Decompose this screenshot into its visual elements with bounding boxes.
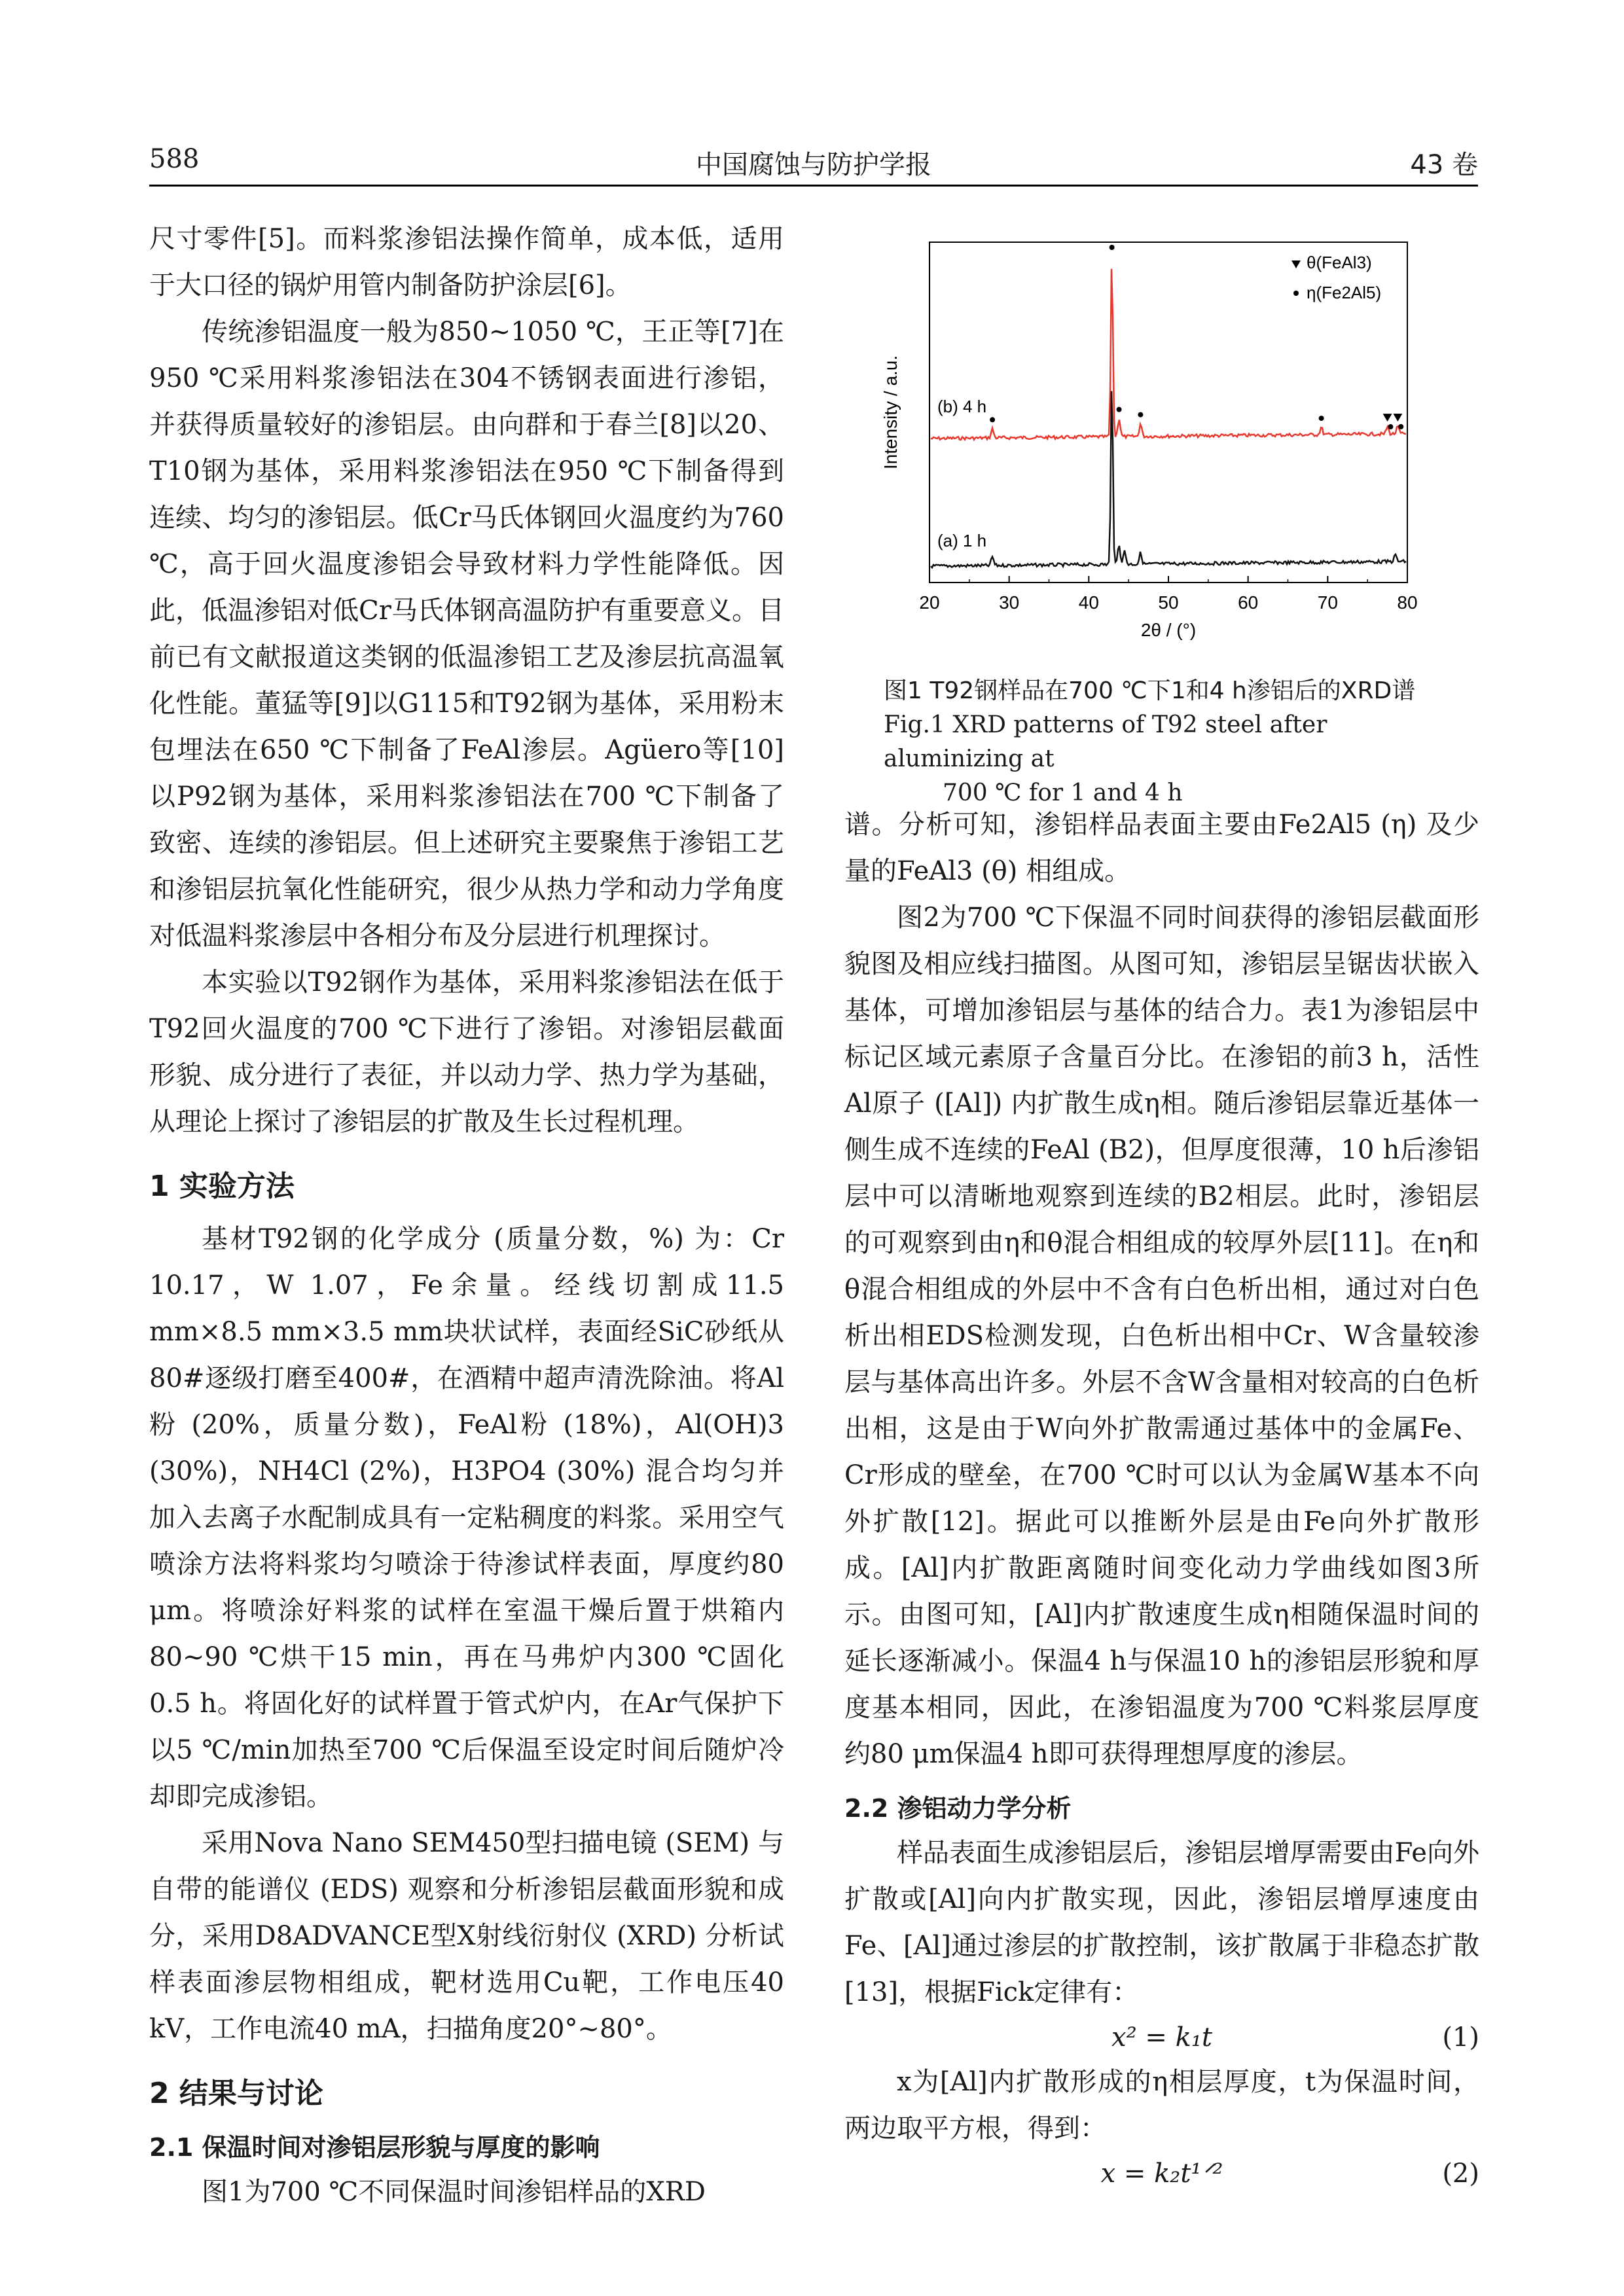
- eta-marker: [1110, 245, 1115, 250]
- xrd-chart: [844, 216, 1479, 674]
- x-tick-label: 70: [1317, 592, 1338, 613]
- series-label: (b) 4 h: [937, 397, 987, 416]
- x-tick-label: 40: [1078, 592, 1099, 613]
- eta-marker: [1138, 412, 1143, 418]
- section-heading: 1 实验方法: [149, 1170, 295, 1203]
- equation-1: [844, 2016, 1479, 2059]
- left-column: [149, 216, 784, 2215]
- x-tick-label: 30: [999, 592, 1020, 613]
- subsection-heading: 2.1 保温时间对渗铝层形貌与厚度的影响: [149, 2133, 600, 2162]
- figure-caption: [884, 674, 1473, 810]
- eta-marker: [1388, 424, 1393, 429]
- paragraph: 图2为700 ℃下保温不同时间获得的渗铝层截面形貌图及相应线扫描图。从图可知，渗铝层呈锯齿状嵌入基体，可增加渗铝层与基体的结合力。表1为渗铝层中标记区域元素原子含量百分比。在渗铝的前3 h，活性Al原子 ([Al]) 内扩散生成η相。随后渗铝层靠近基体一侧生成不连续的FeAl (B2)，但厚度很薄，10 h后渗铝层中可以清晰地观察到连续的B2相层。此时，渗铝层的可观察到由η和θ混合相组成的较厚外层[11]。在η和θ混合相组成的外层中不含有白色析出相，通过对白色析出相EDS检测发现，白色析出相中Cr、W含量较渗层与基体高出许多。外层不含W含量相对较高的白色析出相，这是由于W向外扩散需通过基体中的金属Fe、Cr形成的壁垒，在700 ℃时可以认为金属W基本不向外扩散[12]。据此可以推断外层是由Fe向外扩散形成。[Al]内扩散距离随时间变化动力学曲线如图3所示。由图可知，[Al]内扩散速度生成η相随保温时间的延长逐渐减小。保温4 h与保温10 h的渗铝层形貌和厚度基本相同，因此，在渗铝温度为700 ℃料浆层厚度约80 μm保温4 h即可获得理想厚度的渗层。: [844, 903, 1479, 1769]
- page-number: 588: [149, 144, 200, 174]
- eta-marker: [1319, 416, 1324, 421]
- running-header: [149, 137, 1478, 187]
- equation-formula: x² = k₁t: [1111, 2022, 1212, 2053]
- caption-zh: 图1 T92钢样品在700 ℃下1和4 h渗铝后的XRD谱: [884, 677, 1416, 704]
- eta-marker: [1117, 407, 1122, 412]
- theta-marker: [1383, 414, 1392, 422]
- journal-title: 中国腐蚀与防护学报: [696, 150, 931, 180]
- equation-number: (1): [1442, 2022, 1479, 2053]
- paragraph: 谱。分析可知，渗铝样品表面主要由Fe2Al5 (η) 及少量的FeAl3 (θ) 相组成。: [844, 810, 1479, 886]
- x-tick-label: 50: [1158, 592, 1179, 613]
- volume-label: 43 卷: [1410, 150, 1478, 180]
- paragraph: 图1为700 ℃不同保温时间渗铝样品的XRD: [202, 2177, 706, 2207]
- legend-entry: θ(FeAl3): [1307, 253, 1372, 272]
- paragraph: 采用Nova Nano SEM450型扫描电镜 (SEM) 与自带的能谱仪 (EDS) 观察和分析渗铝层截面形貌和成分，采用D8ADVANCE型X射线衍射仪 (XRD) 分析试样表面渗层物相组成，靶材选用Cu靶，工作电压40 kV，工作电流40 mA，扫描角度20°~80°。: [149, 1828, 784, 2044]
- paragraph: 本实验以T92钢作为基体，采用料浆渗铝法在低于T92回火温度的700 ℃下进行了渗铝。对渗铝层截面形貌、成分进行了表征，并以动力学、热力学为基础，从理论上探讨了渗铝层的扩散及生长过程机理。: [149, 967, 784, 1137]
- paragraph: 样品表面生成渗铝层后，渗铝层增厚需要由Fe向外扩散或[Al]向内扩散实现，因此，渗铝层增厚速度由Fe、[Al]通过渗层的扩散控制，该扩散属于非稳态扩散[13]，根据Fick定律有：: [844, 1838, 1479, 2007]
- legend-eta-symbol: [1293, 291, 1299, 296]
- x-tick-label: 20: [919, 592, 940, 613]
- x-tick-label: 80: [1397, 592, 1418, 613]
- eta-marker: [990, 417, 995, 422]
- legend-entry: η(Fe2Al5): [1307, 283, 1382, 302]
- series-label: (a) 1 h: [937, 531, 987, 550]
- xrd-figure: [844, 216, 1479, 806]
- x-tick-label: 60: [1238, 592, 1259, 613]
- subsection-heading: 2.2 渗铝动力学分析: [844, 1794, 1072, 1823]
- x-axis-label: 2θ / (°): [1140, 620, 1197, 640]
- equation-formula: x = k₂t¹ᐟ²: [1100, 2159, 1223, 2189]
- y-axis-label: Intensity / a.u.: [880, 355, 901, 470]
- paragraph: 基材T92钢的化学成分 (质量分数，%) 为：Cr 10.17，W 1.07，Fe余量。经线切割成11.5 mm×8.5 mm×3.5 mm块状试样，表面经SiC砂纸从80#逐级打磨至400#，在酒精中超声清洗除油。将Al粉 (20%，质量分数)，FeAl粉 (18%)，Al(OH)3 (30%)，NH4Cl (2%)，H3PO4 (30%) 混合均匀并加入去离子水配制成具有一定粘稠度的料浆。采用空气喷涂方法将料浆均匀喷涂于待渗试样表面，厚度约80 μm。将喷涂好料浆的试样在室温干燥后置于烘箱内80~90 ℃烘干15 min，再在马弗炉内300 ℃固化0.5 h。将固化好的试样置于管式炉内，在Ar气保护下以5 ℃/min加热至700 ℃后保温至设定时间后随炉冷却即完成渗铝。: [149, 1224, 784, 1812]
- legend-theta-symbol: [1291, 260, 1301, 268]
- paragraph: x为[Al]内扩散形成的η相层厚度，t为保温时间，两边取平方根，得到：: [844, 2067, 1479, 2144]
- equation-2: [844, 2152, 1479, 2195]
- paragraph: 尺寸零件[5]。而料浆渗铝法操作简单，成本低，适用于大口径的锅炉用管内制备防护涂层[6]。: [149, 224, 784, 300]
- right-column: [844, 802, 1479, 2195]
- paragraph: 传统渗铝温度一般为850~1050 ℃，王正等[7]在950 ℃采用料浆渗铝法在304不锈钢表面进行渗铝，并获得质量较好的渗铝层。由向群和于春兰[8]以20、T10钢为基体，采用料浆渗铝法在950 ℃下制备得到连续、均匀的渗铝层。低Cr马氏体钢回火温度约为760 ℃，高于回火温度渗铝会导致材料力学性能降低。因此，低温渗铝对低Cr马氏体钢高温防护有重要意义。目前已有文献报道这类钢的低温渗铝工艺及渗层抗高温氧化性能。董猛等[9]以G115和T92钢为基体，采用粉末包埋法在650 ℃下制备了FeAl渗层。Agüero等[10]以P92钢为基体，采用料浆渗铝法在700 ℃下制备了致密、连续的渗铝层。但上述研究主要聚焦于渗铝工艺和渗铝层抗氧化性能研究，很少从热力学和动力学角度对低温料浆渗层中各相分布及分层进行机理探讨。: [149, 317, 784, 951]
- equation-number: (2): [1442, 2159, 1479, 2189]
- caption-en: Fig.1 XRD patterns of T92 steel after aluminizing at: [884, 711, 1327, 772]
- eta-marker: [1398, 424, 1403, 429]
- section-heading: 2 结果与讨论: [149, 2077, 323, 2110]
- series-line: [931, 391, 1406, 568]
- theta-marker: [1393, 414, 1402, 422]
- caption-en-cont: 700 ℃ for 1 and 4 h: [943, 780, 1183, 806]
